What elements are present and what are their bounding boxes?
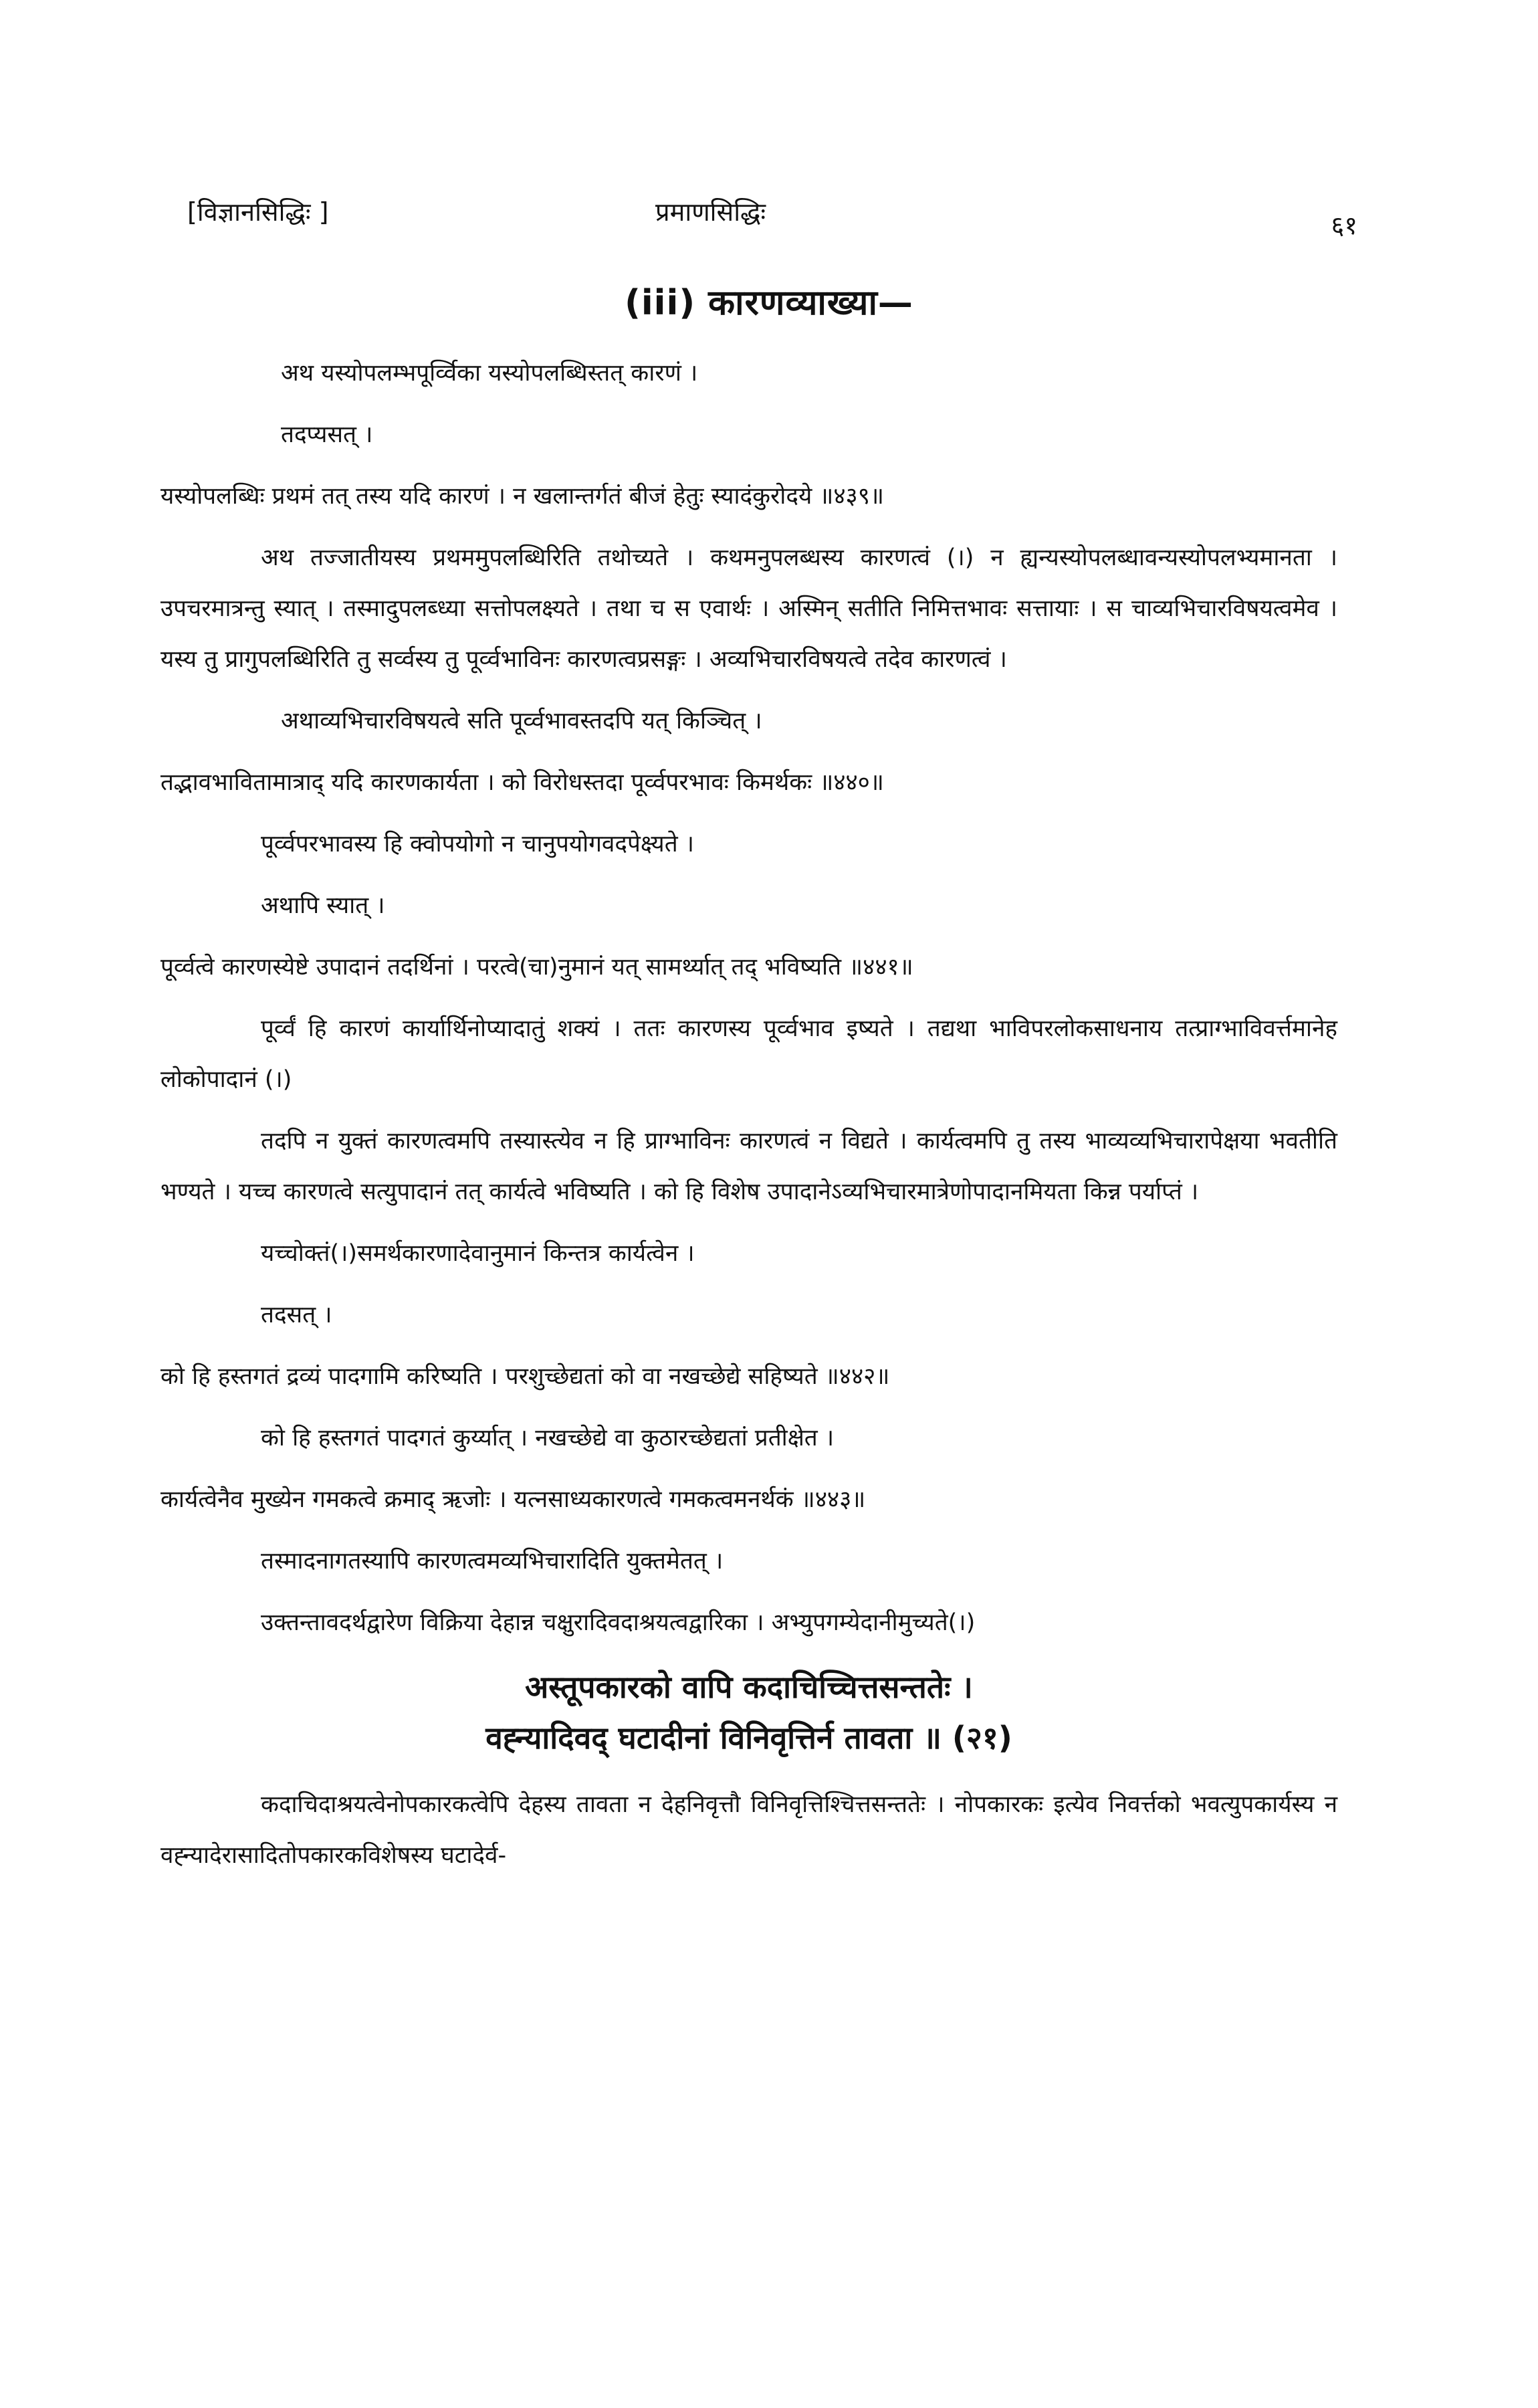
- text-block: तस्मादनागतस्यापि कारणत्वमव्यभिचारादिति युक्तमेतत् ।: [261, 1548, 724, 1575]
- verse-line: पूर्व्वत्वे कारणस्येष्टे उपादानं तदर्थिनां । परत्वे(चा)नुमानं यत् सामर्थ्यात् तद् भविष्यति ॥४४१॥: [160, 954, 913, 981]
- text-block: यच्चोक्तं(।)समर्थकारणादेवानुमानं किन्तत्र कार्यत्वेन ।: [261, 1240, 695, 1267]
- book-title-header: प्रमाणसिद्धिः: [655, 197, 766, 227]
- text-block: पूर्व्वपरभावस्य हि क्वोपयोगो न चानुपयोगवदपेक्ष्यते ।: [261, 831, 695, 858]
- text-block: तदसत् ।: [261, 1302, 332, 1328]
- text-block: पूर्व्वं हि कारणं कार्यार्थिनोप्यादातुं शक्यं । ततः कारणस्य पूर्व्वभाव इष्यते । तद्यथा भाविपरलोकसाधनाय तत्प्राग्भाविवर्त्तमानेह लोकोपादानं (।): [160, 1015, 1337, 1093]
- karika-verse: [160, 1662, 1337, 1763]
- chapter-header: [विज्ञानसिद्धिः ]: [187, 197, 329, 227]
- main-text: [160, 348, 1337, 1892]
- text-block: अथाव्यभिचारविषयत्वे सति पूर्व्वभावस्तदपि यत् किञ्चित् ।: [281, 708, 762, 734]
- page-number: ६१: [1331, 211, 1357, 240]
- running-header: [187, 194, 1357, 254]
- commentary-paragraph: कदाचिदाश्रयत्वेनोपकारकत्वेपि देहस्य तावता न देहनिवृत्तौ विनिवृत्तिश्चित्तसन्ततेः । नोपकारकः इत्येव निवर्त्तको भवत्युपकार्यस्य न वह्न्यादेरासादितोपकारकविशेषस्य घटादेर्व-: [160, 1791, 1337, 1869]
- text-block: अथापि स्यात् ।: [261, 892, 385, 919]
- text-block: तदप्यसत् ।: [281, 421, 373, 448]
- verse-line: तद्भावभावितामात्राद् यदि कारणकार्यता । को विरोधस्तदा पूर्व्वपरभावः किमर्थकः ॥४४०॥: [160, 769, 884, 796]
- text-block: अथ तज्जातीयस्य प्रथममुपलब्धिरिति तथोच्यते । कथमनुपलब्धस्य कारणत्वं (।) न ह्यन्यस्योपलब्धावन्यस्योपलभ्यमानता । उपचरमात्रन्तु स्यात् । तस्मादुपलब्ध्या सत्तोपलक्ष्यते । तथा च स एवार्थः । अस्मिन् सतीति निमित्तभावः सत्तायाः । स चाव्यभिचारविषयत्वमेव । यस्य तु प्रागुपलब्धिरिति तु सर्व्वस्य तु पूर्व्वभाविनः कारणत्वप्रसङ्गः । अव्यभिचारविषयत्वे तदेव कारणत्वं ।: [160, 544, 1337, 673]
- section-title: (iii) कारणव्याख्या—: [625, 283, 913, 323]
- verse-line: यस्योपलब्धिः प्रथमं तत् तस्य यदि कारणं । न खलान्तर्गतं बीजं हेतुः स्यादंकुरोदये ॥४३९॥: [160, 483, 884, 510]
- text-block: उक्तन्तावदर्थद्वारेण विक्रिया देहान्न चक्षुरादिवदाश्रयत्वद्वारिका । अभ्युपगम्येदानीमुच्यते(।): [261, 1609, 976, 1636]
- text-block: तदपि न युक्तं कारणत्वमपि तस्यास्त्येव न हि प्राग्भाविनः कारणत्वं न विद्यते । कार्यत्वमपि तु तस्य भाव्यव्यभिचारापेक्षया भवतीति भण्यते । यच्च कारणत्वे सत्युपादानं तत् कार्यत्वे भविष्यति । को हि विशेष उपादानेऽव्यभिचारमात्रेणोपादानमियता किन्न पर्याप्तं ।: [160, 1128, 1337, 1205]
- text-block: अथ यस्योपलम्भपूर्व्विका यस्योपलब्धिस्तत् कारणं ।: [281, 360, 698, 387]
- verse-line: को हि हस्तगतं द्रव्यं पादगामि करिष्यति । परशुच्छेद्यतां को वा नखच्छेद्ये सहिष्यते ॥४४२॥: [160, 1363, 890, 1390]
- karika-line: वह्न्यादिवद् घटादीनां विनिवृत्तिर्न तावता ॥ (२१): [485, 1720, 1012, 1756]
- verse-line: कार्यत्वेनैव मुख्येन गमकत्वे क्रमाद् ऋजोः । यत्नसाध्यकारणत्वे गमकत्वमनर्थकं ॥४४३॥: [160, 1486, 866, 1513]
- karika-line: अस्तूपकारको वापि कदाचिच्चित्तसन्ततेः ।: [525, 1669, 973, 1705]
- text-block: को हि हस्तगतं पादगतं कुर्य्यात् । नखच्छेद्ये वा कुठारच्छेद्यतां प्रतीक्षेत ।: [261, 1425, 835, 1451]
